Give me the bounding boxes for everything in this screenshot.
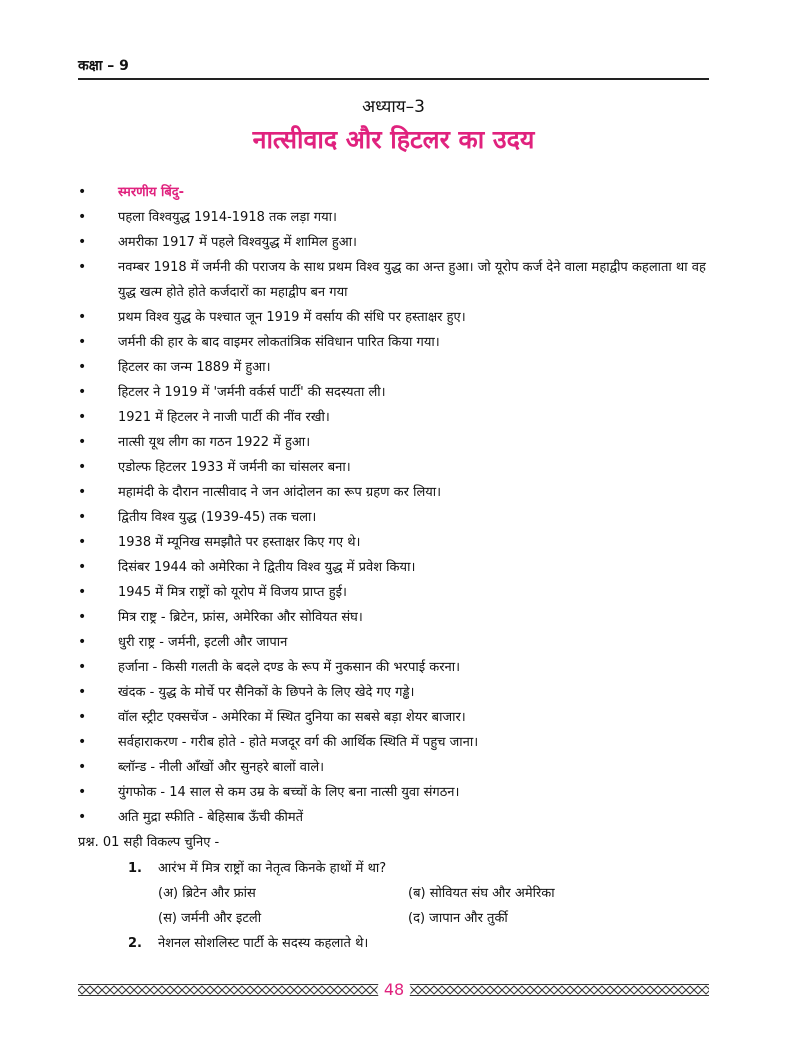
bullet-icon: •	[78, 784, 87, 800]
bullet-icon: •	[78, 534, 87, 550]
bullet-icon: •	[78, 309, 87, 325]
bullet-icon: •	[78, 584, 87, 600]
list-item: • द्वितीय विश्व युद्ध (1939-45) तक चला।	[78, 505, 718, 530]
option-a: (अ) ब्रिटेन और फ्रांस	[158, 886, 256, 901]
bullet-icon: •	[78, 659, 87, 675]
bullet-icon: •	[78, 359, 87, 375]
chapter-label: अध्याय–3	[362, 97, 425, 117]
bullet-icon: •	[78, 184, 87, 200]
bullet-icon: •	[78, 609, 87, 625]
page-number: 48	[377, 977, 411, 1003]
bullet-icon: •	[78, 334, 87, 350]
bullet-icon: •	[78, 809, 87, 825]
list-item: • अमरीका 1917 में पहले विश्वयुद्ध में शामिल हुआ।	[78, 230, 718, 255]
page-title: नात्सीवाद और हिटलर का उदय	[252, 125, 535, 154]
bullet-icon: •	[78, 484, 87, 500]
list-item: • हर्जाना - किसी गलती के बदले दण्ड के रूप में नुकसान की भरपाई करना।	[78, 655, 718, 680]
list-item: • 1921 में हिटलर ने नाजी पार्टी की नींव रखी।	[78, 405, 718, 430]
bullet-icon: •	[78, 259, 87, 275]
bullet-icon: •	[78, 234, 87, 250]
bullet-icon: •	[78, 209, 87, 225]
bullet-icon: •	[78, 634, 87, 650]
option-c: (स) जर्मनी और इटली	[158, 911, 262, 926]
bullet-icon: •	[78, 459, 87, 475]
list-item: • हिटलर ने 1919 में 'जर्मनी वर्कर्स पार्टी' की सदस्यता ली।	[78, 380, 718, 405]
list-item: • स्मरणीय बिंदु-	[78, 180, 718, 205]
list-item: • युंगफोक - 14 साल से कम उम्र के बच्चों के लिए बना नात्सी युवा संगठन।	[78, 780, 718, 805]
question-item	[128, 856, 386, 881]
bullet-icon: •	[78, 434, 87, 450]
bullet-icon: •	[78, 384, 87, 400]
list-item: • वॉल स्ट्रीट एक्सचेंज - अमेरिका में स्थित दुनिया का सबसे बड़ा शेयर बाजार।	[78, 705, 718, 730]
bullet-icon: •	[78, 759, 87, 775]
question-heading: प्रश्न. 01 सही विकल्प चुनिए -	[78, 835, 220, 850]
bullet-icon: •	[78, 559, 87, 575]
list-item: • पहला विश्वयुद्ध 1914-1918 तक लड़ा गया।	[78, 205, 718, 230]
bullet-icon: •	[78, 409, 87, 425]
class-label: कक्षा – 9	[78, 58, 129, 74]
list-item: • महामंदी के दौरान नात्सीवाद ने जन आंदोलन का रूप ग्रहण कर लिया।	[78, 480, 718, 505]
list-item: • एडोल्फ हिटलर 1933 में जर्मनी का चांसलर बना।	[78, 455, 718, 480]
list-item: • हिटलर का जन्म 1889 में हुआ।	[78, 355, 718, 380]
list-item: • प्रथम विश्व युद्ध के पश्चात जून 1919 में वर्साय की संधि पर हस्ताक्षर हुए।	[78, 305, 718, 330]
bullet-icon: •	[78, 734, 87, 750]
bullet-icon: •	[78, 509, 87, 525]
question-number: 2.	[128, 936, 142, 951]
bullet-icon: •	[78, 684, 87, 700]
list-item: • नवम्बर 1918 में जर्मनी की पराजय के साथ प्रथम विश्व युद्ध का अन्त हुआ। जो यूरोप कर्ज देने वाला महाद्वीप कहलाता था वह युद्ध खत्म होते होते कर्जदारों का महाद्वीप बन गया	[78, 255, 718, 305]
list-item: • जर्मनी की हार के बाद वाइमर लोकतांत्रिक संविधान पारित किया गया।	[78, 330, 718, 355]
option-d: (द) जापान और तुर्की	[408, 911, 508, 926]
list-item: • दिसंबर 1944 को अमेरिका ने द्वितीय विश्व युद्ध में प्रवेश किया।	[78, 555, 718, 580]
list-item: • खंदक - युद्ध के मोर्चे पर सैनिकों के छिपने के लिए खेदे गए गड्ढे।	[78, 680, 718, 705]
list-item: • 1945 में मित्र राष्ट्रों को यूरोप में विजय प्राप्त हुई।	[78, 580, 718, 605]
key-points-list	[78, 180, 718, 830]
option-b: (ब) सोवियत संघ और अमेरिका	[408, 886, 555, 901]
list-item: • नात्सी यूथ लीग का गठन 1922 में हुआ।	[78, 430, 718, 455]
list-item: • अति मुद्रा स्फीति - बेहिसाब ऊँची कीमतें	[78, 805, 718, 830]
header-rule	[78, 78, 709, 80]
bullet-icon: •	[78, 709, 87, 725]
question-text: नेशनल सोशलिस्ट पार्टी के सदस्य कहलाते थे।	[158, 936, 369, 951]
list-item: • ब्लॉन्ड - नीली आँखों और सुनहरे बालों वाले।	[78, 755, 718, 780]
list-item: • 1938 में म्यूनिख समझौते पर हस्ताक्षर किए गए थे।	[78, 530, 718, 555]
question-item	[128, 931, 368, 956]
list-item: • सर्वहाराकरण - गरीब होते - होते मजदूर वर्ग की आर्थिक स्थिति में पहुच जाना।	[78, 730, 718, 755]
list-item: • धुरी राष्ट्र - जर्मनी, इटली और जापान	[78, 630, 718, 655]
list-item: • मित्र राष्ट्र - ब्रिटेन, फ्रांस, अमेरिका और सोवियत संघ।	[78, 605, 718, 630]
question-number: 1.	[128, 861, 142, 876]
question-text: आरंभ में मित्र राष्ट्रों का नेतृत्व किनके हाथों में था?	[158, 861, 387, 876]
